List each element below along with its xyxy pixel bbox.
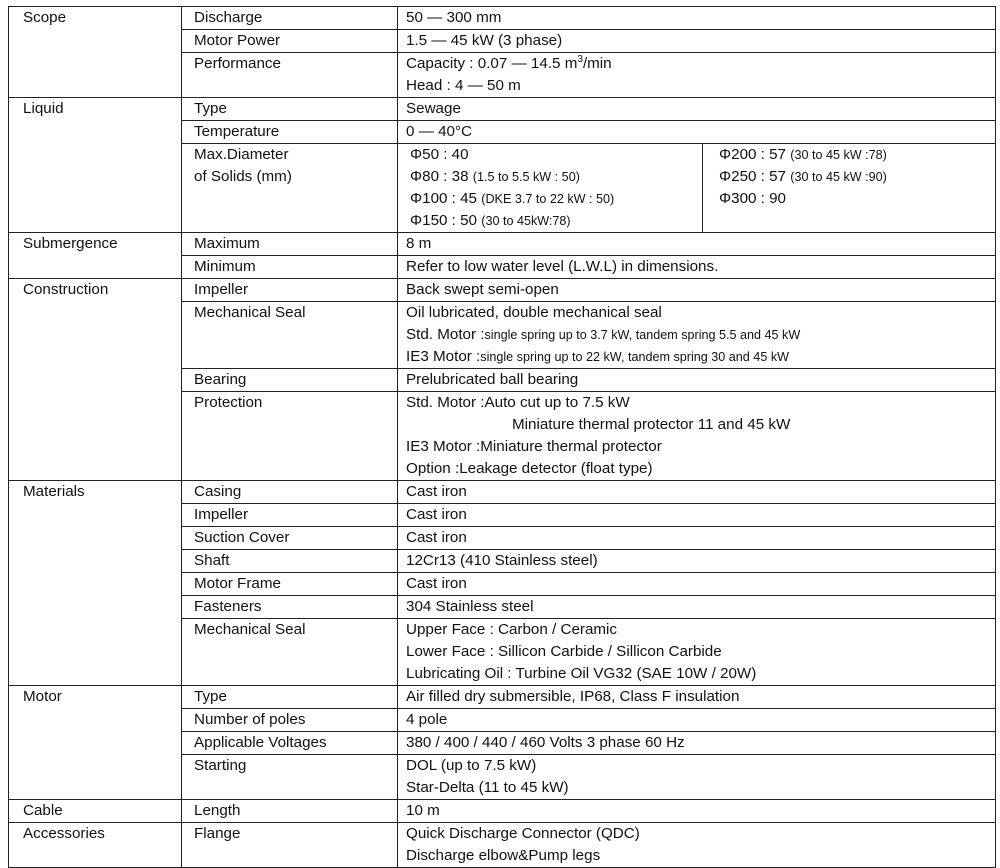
label-casing: Casing	[182, 481, 398, 504]
table-row	[9, 7, 996, 30]
label-mechanical-seal: Mechanical Seal	[182, 302, 398, 369]
label-voltages: Applicable Voltages	[182, 732, 398, 755]
specification-table	[8, 6, 996, 868]
value-performance	[398, 53, 996, 98]
solids-grid	[398, 144, 995, 232]
label-motor-power: Motor Power	[182, 30, 398, 53]
solids-item: Φ100 : 45 (DKE 3.7 to 22 kW : 50)	[410, 190, 615, 207]
table-row	[9, 800, 996, 823]
value-flange: Quick Discharge Connector (QDC) Discharge elbow&Pump legs	[398, 823, 996, 868]
solids-left-column	[398, 144, 703, 232]
value-maximum: 8 m	[398, 233, 996, 256]
value-length: 10 m	[398, 800, 996, 823]
category-accessories: Accessories	[9, 823, 182, 868]
value-casing: Cast iron	[398, 481, 996, 504]
table-row	[9, 481, 996, 504]
performance-head: Head : 4 — 50 m	[406, 77, 521, 94]
label-liquid-type: Type	[182, 98, 398, 121]
value-voltages: 380 / 400 / 440 / 460 Volts 3 phase 60 Hz	[398, 732, 996, 755]
performance-capacity: Capacity : 0.07 — 14.5 $m^3/\min$	[406, 53, 612, 72]
label-protection: Protection	[182, 392, 398, 481]
value-motor-type: Air filled dry submersible, IP68, Class F insulation	[398, 686, 996, 709]
label-material-seal: Mechanical Seal	[182, 619, 398, 686]
category-submergence: Submergence	[9, 233, 182, 279]
label-material-impeller: Impeller	[182, 504, 398, 527]
value-motor-frame: Cast iron	[398, 573, 996, 596]
solids-item: Φ50 : 40	[410, 146, 469, 163]
label-discharge: Discharge	[182, 7, 398, 30]
value-minimum: Refer to low water level (L.W.L) in dimensions.	[398, 256, 996, 279]
table-row	[9, 823, 996, 868]
label-starting: Starting	[182, 755, 398, 800]
value-starting: DOL (up to 7.5 kW) Star-Delta (11 to 45 kW)	[398, 755, 996, 800]
value-motor-power: 1.5 — 45 kW (3 phase)	[398, 30, 996, 53]
value-material-seal: Upper Face : Carbon / Ceramic Lower Face : Sillicon Carbide / Sillicon Carbide Lubricating Oil : Turbine Oil VG32 (SAE 10W / 20W)	[398, 619, 996, 686]
table-row	[9, 279, 996, 302]
label-maximum: Maximum	[182, 233, 398, 256]
value-discharge: 50 — 300 mm	[398, 7, 996, 30]
category-liquid: Liquid	[9, 98, 182, 233]
value-shaft: 12Cr13 (410 Stainless steel)	[398, 550, 996, 573]
label-poles: Number of poles	[182, 709, 398, 732]
category-cable: Cable	[9, 800, 182, 823]
value-impeller: Back swept semi-open	[398, 279, 996, 302]
value-temperature: 0 — 40°C	[398, 121, 996, 144]
solids-item: Φ150 : 50 (30 to 45kW:78)	[410, 212, 571, 229]
value-solids	[398, 144, 996, 233]
category-construction: Construction	[9, 279, 182, 481]
value-fasteners: 304 Stainless steel	[398, 596, 996, 619]
category-materials: Materials	[9, 481, 182, 686]
value-poles: 4 pole	[398, 709, 996, 732]
label-shaft: Shaft	[182, 550, 398, 573]
label-motor-frame: Motor Frame	[182, 573, 398, 596]
label-temperature: Temperature	[182, 121, 398, 144]
label-flange: Flange	[182, 823, 398, 868]
label-suction-cover: Suction Cover	[182, 527, 398, 550]
table-row	[9, 686, 996, 709]
value-suction-cover: Cast iron	[398, 527, 996, 550]
value-material-impeller: Cast iron	[398, 504, 996, 527]
label-impeller: Impeller	[182, 279, 398, 302]
category-motor: Motor	[9, 686, 182, 800]
label-performance: Performance	[182, 53, 398, 98]
category-scope: Scope	[9, 7, 182, 98]
value-mechanical-seal: Oil lubricated, double mechanical seal Std. Motor :single spring up to 3.7 kW, tandem spring 5.5 and 45 kW IE3 Motor :single spring up to 22 kW, tandem spring 30 and 45 kW	[398, 302, 996, 369]
label-motor-type: Type	[182, 686, 398, 709]
solids-item: Φ80 : 38 (1.5 to 5.5 kW : 50)	[410, 168, 580, 185]
label-minimum: Minimum	[182, 256, 398, 279]
value-bearing: Prelubricated ball bearing	[398, 369, 996, 392]
value-protection: Std. Motor :Auto cut up to 7.5 kW Miniature thermal protector 11 and 45 kW IE3 Motor :Miniature thermal protector Option :Leakage detector (float type)	[398, 392, 996, 481]
label-fasteners: Fasteners	[182, 596, 398, 619]
value-liquid-type: Sewage	[398, 98, 996, 121]
label-bearing: Bearing	[182, 369, 398, 392]
table-row	[9, 233, 996, 256]
solids-item: Φ300 : 90	[719, 190, 787, 207]
label-length: Length	[182, 800, 398, 823]
solids-item: Φ200 : 57 (30 to 45 kW :78)	[719, 146, 887, 163]
table-row	[9, 98, 996, 121]
solids-item: Φ250 : 57 (30 to 45 kW :90)	[719, 168, 887, 185]
label-solids: Max.Diameter of Solids (mm)	[182, 144, 398, 233]
solids-right-column	[703, 144, 995, 232]
